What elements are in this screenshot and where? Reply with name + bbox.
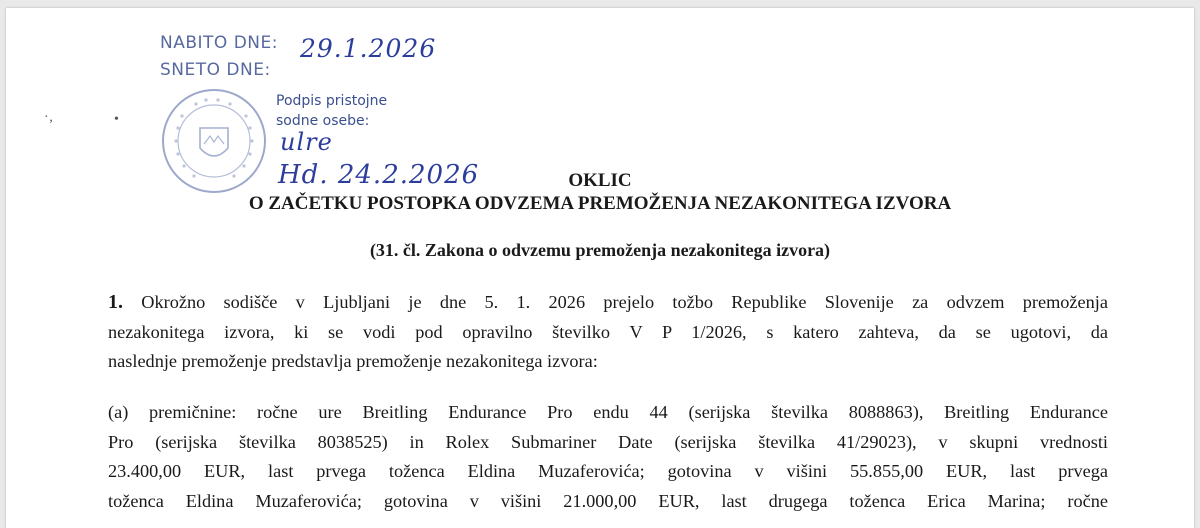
paragraph-line: (a) premičnine: ročne ure Breitling Endurance Pro endu 44 (serijska številka 8088863), Breitling Endurance [108, 402, 1108, 422]
paragraph-line [108, 288, 1108, 318]
stamp-removed-label: SNETO DNE: [160, 60, 271, 80]
document-subtitle: O ZAČETKU POSTOPKA ODVZEMA PREMOŽENJA NEZAKONITEGA IZVORA [248, 193, 952, 214]
paragraph-line: toženca Eldina Muzaferovića; gotovina v višini 21.000,00 EUR, last drugega toženca Erica Marina; ročne [108, 490, 1108, 511]
paragraph-line: naslednje premoženje predstavlja premoženje nezakonitega izvora: [108, 351, 598, 371]
scan-speck: ·‚ [44, 110, 54, 125]
signature-label-line1: Podpis pristojne [276, 93, 388, 109]
paragraph-2 [108, 398, 1108, 516]
stamp-received-date: 29.1.2026 [300, 34, 437, 63]
document-title: OKLIC [568, 170, 632, 191]
scan-speck: • [114, 112, 119, 127]
paragraph-line: Pro (serijska številka 8038525) in Rolex Submariner Date (serijska številka 41/29023), v skupni vrednosti [108, 431, 1108, 452]
paragraph-line: 23.400,00 EUR, last prvega toženca Eldina Muzaferovića; gotovina v višini 55.855,00 EUR, last prvega [108, 461, 1108, 481]
paragraph-text: Okrožno sodišče v Ljubljani je dne 5. 1. 2026 prejelo tožbo Republike Slovenije za odvzem premoženja [141, 292, 1108, 312]
handwritten-signature: ulre [280, 128, 333, 156]
stamp-received-label: NABITO DNE: [160, 33, 278, 53]
signature-label-line2: sodne osebe: [276, 113, 370, 129]
legal-basis: (31. čl. Zakona o odvzemu premoženja nezakonitega izvora) [369, 240, 831, 260]
signature-date: Hd. 24.2.2026 [278, 160, 480, 190]
paragraph-1 [108, 288, 1108, 377]
paragraph-number: 1. [108, 291, 123, 313]
paragraph-line: nezakonitega izvora, ki se vodi pod opravilno številko V P 1/2026, s katero zahteva, da se ugotovi, da [108, 321, 1108, 342]
